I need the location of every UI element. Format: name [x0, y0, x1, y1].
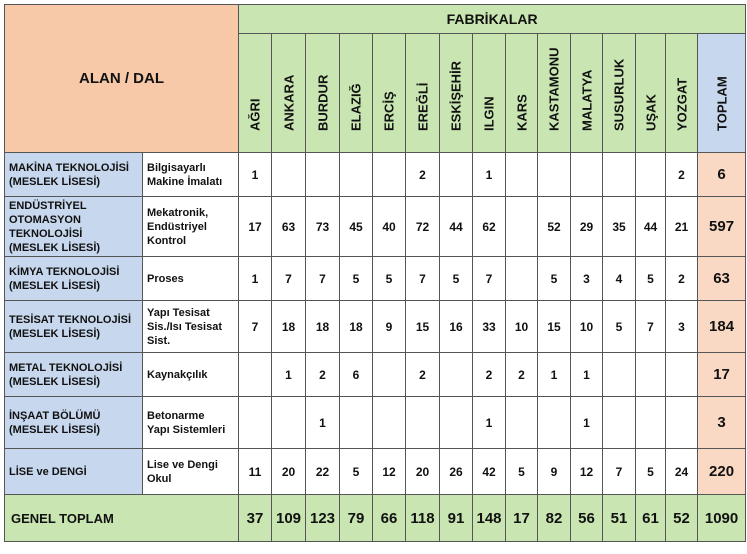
value-cell: 18: [340, 301, 373, 353]
column-header-burdur: [306, 34, 340, 153]
value-cell: 2: [306, 353, 340, 397]
value-cell: [603, 353, 636, 397]
column-header-kastamonu: [538, 34, 571, 153]
value-cell: 3: [571, 257, 603, 301]
value-cell: [538, 397, 571, 449]
column-header-label: ELAZIĞ: [348, 83, 364, 131]
value-cell: 5: [538, 257, 571, 301]
area-cell: [5, 257, 143, 301]
value-cell: [406, 397, 440, 449]
factories-group-header: FABRİKALAR: [239, 5, 746, 34]
area-line: (MESLEK LİSESİ): [9, 175, 101, 188]
column-header-eskisehir: [440, 34, 473, 153]
column-header-label: ANKARA: [281, 74, 296, 131]
value-cell: 1: [571, 353, 603, 397]
area-line: TEKNOLOJİSİ: [9, 227, 83, 240]
branch-line: Yapı Sistemleri: [147, 423, 226, 436]
value-cell: 5: [340, 257, 373, 301]
value-cell: 7: [603, 449, 636, 495]
value-cell: 5: [603, 301, 636, 353]
row-total-cell: 184: [698, 301, 746, 353]
row-total-cell: 597: [698, 197, 746, 257]
branch-line: Makine İmalatı: [147, 175, 223, 188]
column-header-ercis: [373, 34, 406, 153]
value-cell: 26: [440, 449, 473, 495]
column-total-cell: 109: [272, 495, 306, 542]
value-cell: 1: [272, 353, 306, 397]
value-cell: 1: [239, 257, 272, 301]
value-cell: 12: [571, 449, 603, 495]
value-cell: 15: [538, 301, 571, 353]
value-cell: 52: [538, 197, 571, 257]
column-header-ilgin: [473, 34, 506, 153]
value-cell: 5: [440, 257, 473, 301]
value-cell: 2: [666, 153, 698, 197]
value-cell: [373, 153, 406, 197]
value-cell: 20: [272, 449, 306, 495]
column-header-usak: [636, 34, 666, 153]
value-cell: [506, 397, 538, 449]
value-cell: 42: [473, 449, 506, 495]
branch-line: Kontrol: [147, 234, 187, 247]
value-cell: [272, 153, 306, 197]
value-cell: [440, 397, 473, 449]
value-cell: 10: [571, 301, 603, 353]
value-cell: [636, 153, 666, 197]
column-header-label: EREĞLİ: [415, 82, 430, 131]
value-cell: 63: [272, 197, 306, 257]
branch-cell: [143, 301, 239, 353]
factory-table: [4, 4, 746, 542]
value-cell: [373, 397, 406, 449]
area-line: İNŞAAT BÖLÜMÜ: [9, 409, 101, 422]
value-cell: 17: [239, 197, 272, 257]
table-row: [5, 353, 746, 397]
branch-line: Betonarme: [147, 409, 205, 422]
branch-line: Proses: [147, 272, 184, 285]
value-cell: 1: [473, 397, 506, 449]
column-total-cell: 52: [666, 495, 698, 542]
area-cell: [5, 301, 143, 353]
value-cell: 15: [406, 301, 440, 353]
value-cell: 24: [666, 449, 698, 495]
value-cell: [272, 397, 306, 449]
value-cell: 45: [340, 197, 373, 257]
value-cell: [666, 353, 698, 397]
table-row: [5, 153, 746, 197]
column-total-cell: 56: [571, 495, 603, 542]
area-line: (MESLEK LİSESİ): [9, 375, 101, 388]
value-cell: [538, 153, 571, 197]
column-header-label: UŞAK: [643, 94, 658, 131]
column-total-cell: 82: [538, 495, 571, 542]
column-header-label: BURDUR: [315, 74, 330, 131]
column-header-label: YOZGAT: [674, 77, 689, 131]
value-cell: 29: [571, 197, 603, 257]
row-total-cell: 6: [698, 153, 746, 197]
value-cell: [306, 153, 340, 197]
grand-total-row: [5, 495, 746, 542]
value-cell: 9: [538, 449, 571, 495]
branch-line: Sis./Isı Tesisat: [147, 320, 223, 333]
branch-cell: [143, 153, 239, 197]
column-header-label: ERCİŞ: [381, 91, 397, 131]
row-total-cell: 220: [698, 449, 746, 495]
table-row: [5, 301, 746, 353]
value-cell: 9: [373, 301, 406, 353]
branch-cell: [143, 257, 239, 301]
table-row: [5, 449, 746, 495]
column-header-elazig: [340, 34, 373, 153]
branch-line: Kaynakçılık: [147, 368, 208, 381]
value-cell: 35: [603, 197, 636, 257]
value-cell: 7: [306, 257, 340, 301]
value-cell: [440, 153, 473, 197]
row-total-cell: 63: [698, 257, 746, 301]
column-total-cell: 61: [636, 495, 666, 542]
value-cell: 16: [440, 301, 473, 353]
value-cell: 18: [306, 301, 340, 353]
value-cell: 4: [603, 257, 636, 301]
branch-line: Sist.: [147, 334, 171, 347]
branch-cell: [143, 197, 239, 257]
value-cell: 5: [506, 449, 538, 495]
area-line: MAKİNA TEKNOLOJİSİ: [9, 161, 129, 174]
column-header-ankara: [272, 34, 306, 153]
value-cell: 1: [571, 397, 603, 449]
branch-line: Lise ve Dengi: [147, 458, 218, 471]
area-line: (MESLEK LİSESİ): [9, 279, 101, 292]
value-cell: 62: [473, 197, 506, 257]
value-cell: 33: [473, 301, 506, 353]
value-cell: 5: [636, 449, 666, 495]
column-header-agri: [239, 34, 272, 153]
value-cell: [603, 397, 636, 449]
row-total-cell: 17: [698, 353, 746, 397]
column-total-cell: 123: [306, 495, 340, 542]
value-cell: [666, 397, 698, 449]
value-cell: 20: [406, 449, 440, 495]
value-cell: 7: [636, 301, 666, 353]
area-line: (MESLEK LİSESİ): [9, 327, 101, 340]
column-header-malatya: [571, 34, 603, 153]
branch-line: Yapı Tesisat: [147, 306, 210, 319]
area-cell: [5, 353, 143, 397]
value-cell: [506, 257, 538, 301]
branch-line: Endüstriyel: [147, 220, 207, 233]
value-cell: 5: [373, 257, 406, 301]
area-line: KİMYA TEKNOLOJİSİ: [9, 265, 120, 278]
column-header-eregli: [406, 34, 440, 153]
value-cell: 2: [406, 153, 440, 197]
value-cell: [571, 153, 603, 197]
value-cell: [239, 353, 272, 397]
value-cell: 1: [239, 153, 272, 197]
value-cell: 6: [340, 353, 373, 397]
value-cell: [373, 353, 406, 397]
area-line: TESİSAT TEKNOLOJİSİ: [9, 313, 132, 326]
column-header-kars: [506, 34, 538, 153]
value-cell: 22: [306, 449, 340, 495]
value-cell: [506, 153, 538, 197]
area-line: ENDÜSTRİYEL: [9, 199, 87, 212]
table-row: [5, 197, 746, 257]
column-total-cell: 118: [406, 495, 440, 542]
column-total-cell: 148: [473, 495, 506, 542]
value-cell: 7: [406, 257, 440, 301]
grand-total-cell: 1090: [698, 495, 746, 542]
column-header-susurluk: [603, 34, 636, 153]
value-cell: 72: [406, 197, 440, 257]
column-total-cell: 51: [603, 495, 636, 542]
value-cell: 2: [473, 353, 506, 397]
area-line: METAL TEKNOLOJİSİ: [9, 361, 123, 374]
value-cell: 2: [666, 257, 698, 301]
branch-cell: [143, 397, 239, 449]
corner-header: ALAN / DAL: [5, 5, 239, 153]
value-cell: 10: [506, 301, 538, 353]
column-total-cell: 66: [373, 495, 406, 542]
value-cell: 7: [473, 257, 506, 301]
value-cell: [636, 353, 666, 397]
value-cell: 3: [666, 301, 698, 353]
value-cell: [636, 397, 666, 449]
value-cell: 5: [636, 257, 666, 301]
value-cell: 11: [239, 449, 272, 495]
column-header-toplam: [698, 34, 746, 153]
column-total-cell: 91: [440, 495, 473, 542]
area-line: (MESLEK LİSESİ): [9, 241, 101, 254]
branch-line: Bilgisayarlı: [147, 161, 206, 174]
area-cell: [5, 397, 143, 449]
column-total-cell: 79: [340, 495, 373, 542]
branch-line: Mekatronik,: [147, 206, 209, 219]
column-header-label: KARS: [514, 94, 529, 131]
value-cell: 5: [340, 449, 373, 495]
row-total-cell: 3: [698, 397, 746, 449]
column-header-label: ESKİŞEHİR: [448, 60, 464, 131]
area-cell: [5, 449, 143, 495]
value-cell: 12: [373, 449, 406, 495]
column-total-cell: 37: [239, 495, 272, 542]
column-header-yozgat: [666, 34, 698, 153]
grand-total-label: GENEL TOPLAM: [5, 495, 239, 542]
value-cell: [506, 197, 538, 257]
area-line: LİSE ve DENGİ: [9, 465, 87, 478]
value-cell: 18: [272, 301, 306, 353]
value-cell: 2: [506, 353, 538, 397]
value-cell: 2: [406, 353, 440, 397]
value-cell: 44: [636, 197, 666, 257]
area-cell: [5, 153, 143, 197]
value-cell: 7: [239, 301, 272, 353]
branch-cell: [143, 353, 239, 397]
column-header-label: KASTAMONU: [546, 47, 562, 131]
column-total-cell: 17: [506, 495, 538, 542]
column-header-label: ILGIN: [481, 96, 497, 131]
branch-cell: [143, 449, 239, 495]
value-cell: 40: [373, 197, 406, 257]
value-cell: [603, 153, 636, 197]
value-cell: 73: [306, 197, 340, 257]
value-cell: [340, 153, 373, 197]
value-cell: 1: [538, 353, 571, 397]
column-header-label: SUSURLUK: [611, 58, 627, 131]
table-row: [5, 397, 746, 449]
value-cell: 44: [440, 197, 473, 257]
value-cell: [239, 397, 272, 449]
column-header-label: MALATYA: [579, 69, 594, 131]
value-cell: 1: [473, 153, 506, 197]
area-line: OTOMASYON: [9, 213, 81, 226]
value-cell: 1: [306, 397, 340, 449]
column-header-label: TOPLAM: [714, 76, 730, 131]
area-line: (MESLEK LİSESİ): [9, 423, 101, 436]
value-cell: 21: [666, 197, 698, 257]
column-header-label: AĞRI: [247, 98, 263, 131]
table-row: [5, 257, 746, 301]
area-cell: [5, 197, 143, 257]
value-cell: [440, 353, 473, 397]
value-cell: [340, 397, 373, 449]
branch-line: Okul: [147, 472, 172, 485]
value-cell: 7: [272, 257, 306, 301]
